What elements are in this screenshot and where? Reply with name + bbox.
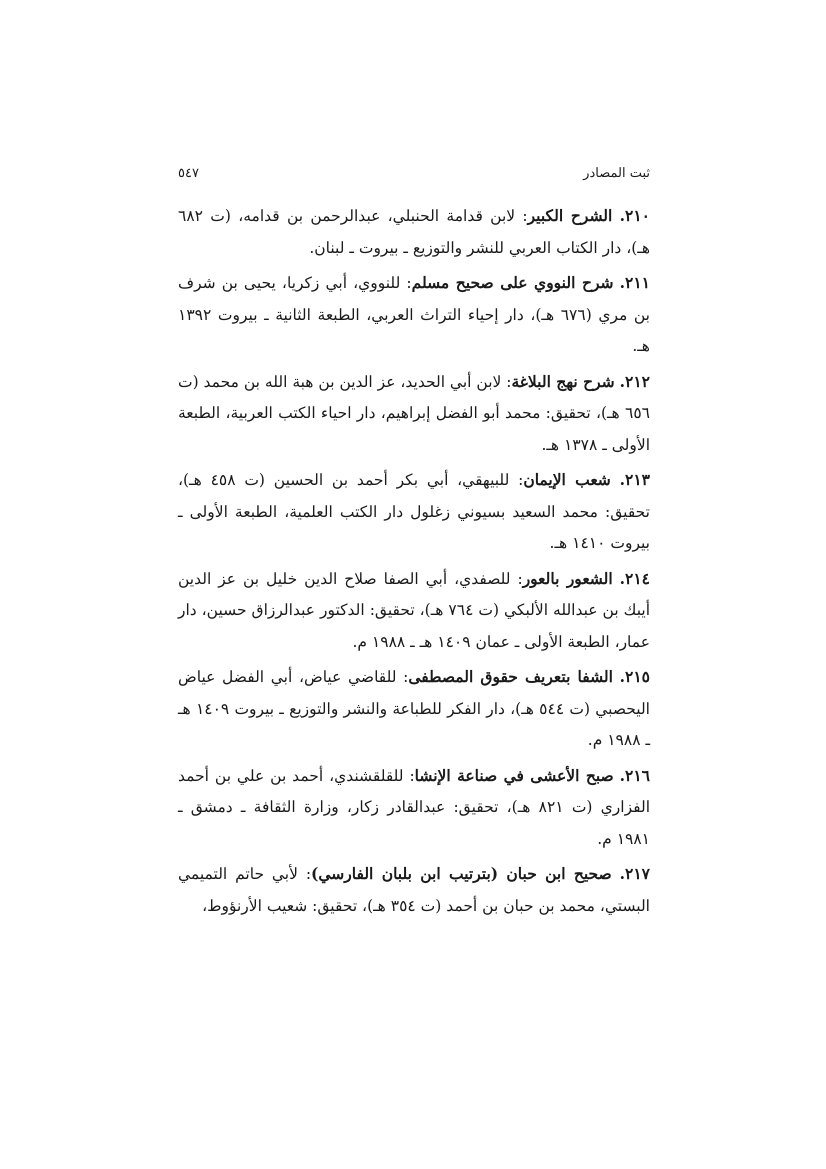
entry-title: الشرح الكبير <box>527 206 613 225</box>
bibliography-entry-214 <box>178 563 650 659</box>
header-title: ثبت المصادر <box>583 166 650 181</box>
entry-text: : لابن قدامة الحنبلي، عبدالرحمن بن قدامه، (ت ٦٨٢ هـ)، دار الكتاب العربي للنشر والتوزيع ـ بيروت ـ لبنان. <box>178 207 650 257</box>
running-header <box>178 162 650 186</box>
bibliography-entry-210 <box>178 200 650 264</box>
bibliography-entry-216 <box>178 760 650 856</box>
entry-text: : للقاضي عياض، أبي الفضل عياض اليحصبي (ت ٥٤٤ هـ)، دار الفكر للطباعة والنشر والتوزيع ـ بيروت ١٤٠٩ هـ ـ ١٩٨٨ م. <box>178 668 650 749</box>
bibliography-entry-212 <box>178 366 650 462</box>
entry-title: صحيح ابن حبان (بترتيب ابن بلبان الفارسي) <box>311 864 612 883</box>
entry-text: : لأبي حاتم التميمي البستي، محمد بن حبان بن أحمد (ت ٣٥٤ هـ)، تحقيق: شعيب الأرنؤوط، <box>178 865 650 915</box>
entry-text: : للقلقشندي، أحمد بن علي بن أحمد الفزاري (ت ٨٢١ هـ)، تحقيق: عبدالقادر زكار، وزارة الثقافة ـ دمشق ـ ١٩٨١ م. <box>178 766 651 848</box>
entry-title: صبح الأعشى في صناعة الإنشا <box>414 765 614 785</box>
entry-number: ٢١٣. <box>619 470 650 489</box>
entry-number: ٢١٠. <box>619 206 650 225</box>
entry-title: الشفا بتعريف حقوق المصطفى <box>408 667 613 686</box>
bibliography-entry-213 <box>178 464 650 560</box>
entry-number: ٢١٧. <box>619 864 650 883</box>
entry-text: : للنووي، أبي زكريا، يحيى بن شرف بن مري (٦٧٦ هـ)، دار إحياء التراث العربي، الطبعة الثانية ـ بيروت ١٣٩٢ هـ. <box>178 274 650 355</box>
entry-number: ٢١٥. <box>619 667 650 686</box>
entry-title: شعب الإيمان <box>523 470 611 489</box>
entry-number: ٢١٦. <box>619 765 650 785</box>
entry-number: ٢١٤. <box>619 568 650 588</box>
entry-text: : لابن أبي الحديد، عز الدين بن هبة الله بن محمد (ت ٦٥٦ هـ)، تحقيق: محمد أبو الفضل إبراهيم، دار احياء الكتب العربية، الطبعة الأولى ـ ١٣٧٨ هـ. <box>177 372 650 454</box>
page-number: ٥٤٧ <box>178 166 199 181</box>
bibliography-entry-217 <box>178 858 650 922</box>
bibliography-entry-215 <box>178 661 650 757</box>
entry-number: ٢١٢. <box>619 371 650 391</box>
entry-number: ٢١١. <box>619 273 651 292</box>
bibliography-entry-211 <box>178 267 650 363</box>
entry-text: : للصفدي، أبي الصفا صلاح الدين خليل بن عز الدين أيبك بن عبدالله الألبكي (ت ٧٦٤ هـ)، تحقيق: الدكتور عبدالرزاق حسين، دار عمار، الطبعة الأولى ـ عمان ١٤٠٩ هـ ـ ١٩٨٨ م. <box>178 569 650 651</box>
entry-title: الشعور بالعور <box>522 568 613 588</box>
entry-title: شرح نهج البلاغة <box>511 371 615 391</box>
entry-text: : للبيهقي، أبي بكر أحمد بن الحسين (ت ٤٥٨ هـ)، تحقيق: محمد السعيد بسيوني زغلول دار الكتب العلمية، الطبعة الأولى ـ بيروت ١٤١٠ هـ. <box>178 471 650 552</box>
entry-title: شرح النووي على صحيح مسلم <box>411 273 614 292</box>
bibliography-list <box>178 200 650 925</box>
